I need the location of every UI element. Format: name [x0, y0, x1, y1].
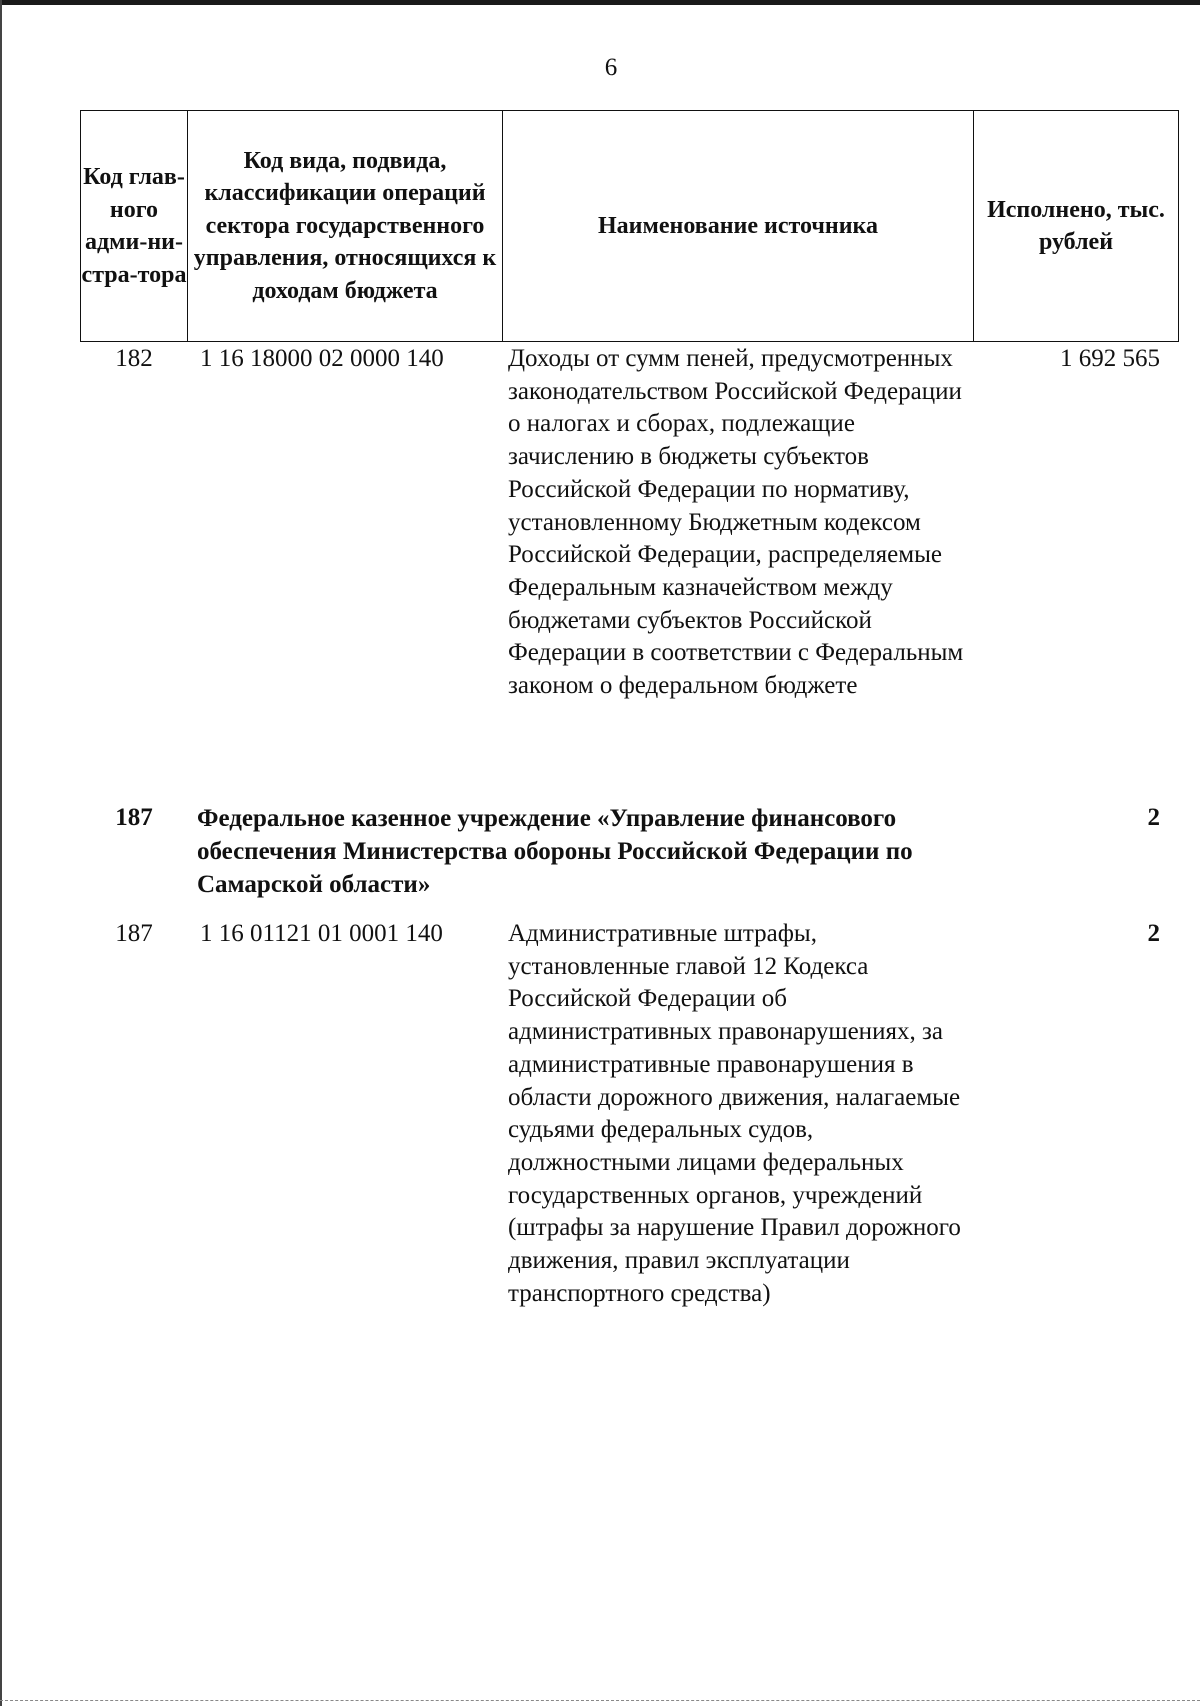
scan-bottom-edge [0, 1700, 1200, 1702]
header-source-name: Наименование источника [503, 111, 974, 342]
scan-top-edge [0, 0, 1200, 5]
scan-left-edge [0, 0, 2, 1706]
header-admin-code: Код глав-ного адми-ни-стра-тора [81, 111, 188, 342]
header-type-code: Код вида, подвида, классификации операций сектора государственного управления, относящихся к доходам бюджета [188, 111, 503, 342]
row-2-amount: 2 [1147, 804, 1160, 831]
row-1-amount: 1 692 565 [1060, 345, 1160, 372]
row-1-type-code: 1 16 18000 02 0000 140 [200, 345, 444, 372]
table-header [80, 110, 1179, 342]
row-3-amount: 2 [1147, 920, 1160, 947]
header-executed: Исполнено, тыс. рублей [974, 111, 1179, 342]
row-3-type-code: 1 16 01121 01 0001 140 [200, 920, 443, 947]
row-3-admin-code: 187 [115, 920, 153, 947]
row-1-name: Доходы от сумм пеней, предусмотренных законодательством Российской Федерации о налогах и сборах, подлежащие зачислению в бюджеты субъектов Российской Федерации по нормативу, установленному Бюджетным кодексом Российской Федерации, распределяемые Федеральным казначейством между бюджетами субъектов Российской Федерации в соответствии с Федеральным законом о федеральном бюджете [508, 345, 964, 700]
page-number: 6 [604, 54, 618, 81]
row-3-name: Административные штрафы, установленные главой 12 Кодекса Российской Федерации об административных правонарушениях, за административные правонарушения в области дорожного движения, налагаемые судьями федеральных судов, должностными лицами федеральных государственных органов, учреждений (штрафы за нарушение Правил дорожного движения, правил эксплуатации транспортного средства) [508, 920, 961, 1307]
row-1-admin-code: 182 [115, 345, 153, 372]
row-2-org-name: Федеральное казенное учреждение «Управление финансового обеспечения Министерства обороны Российской Федерации по Самарской области» [197, 805, 913, 898]
row-2-admin-code: 187 [115, 804, 153, 831]
header-row [81, 111, 1179, 342]
